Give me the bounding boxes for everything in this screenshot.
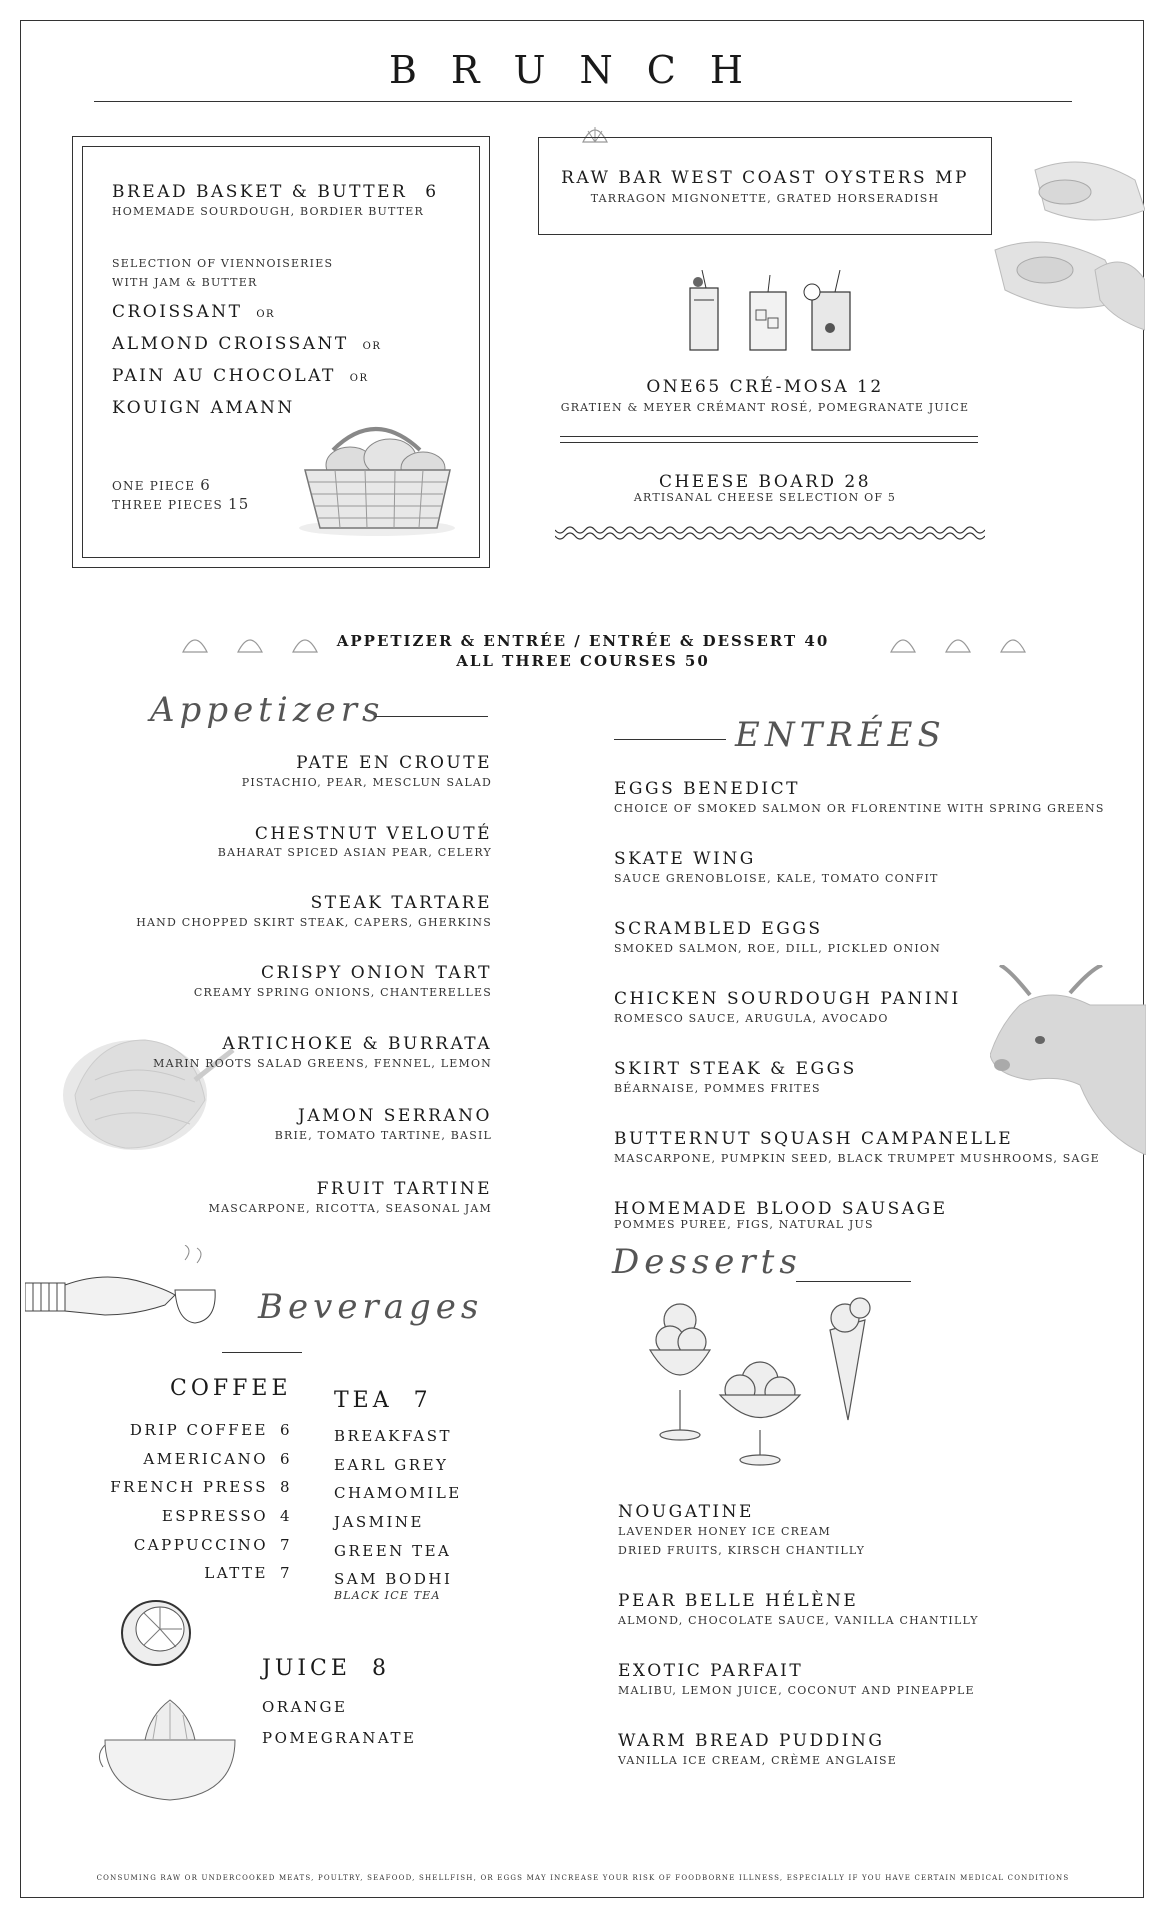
appetizer-name: STEAK TARTARE (310, 893, 492, 913)
orange-illustration (118, 1595, 193, 1670)
coffee-item: FRENCH PRESS (110, 1478, 268, 1496)
teacup-hand-illustration (25, 1245, 225, 1335)
coffee-heading: COFFEE (170, 1376, 292, 1401)
appetizer-name: CRISPY ONION TART (260, 963, 492, 983)
appetizer-desc: CREAMY SPRING ONIONS, CHANTERELLES (193, 986, 492, 999)
coffee-price: 4 (280, 1507, 293, 1525)
viennoiserie-option (112, 302, 275, 325)
tea-item: SAM BODHI (334, 1570, 453, 1588)
tea-item: EARL GREY (334, 1456, 449, 1474)
three-pieces (112, 497, 250, 512)
coffee-price: 6 (280, 1421, 293, 1439)
cremosa-name: ONE65 CRÉ-MOSA 12 (646, 377, 884, 397)
option-sep: OR (349, 373, 369, 384)
coffee-price: 6 (280, 1450, 293, 1468)
beverages-rule (222, 1352, 302, 1353)
appetizer-desc: HAND CHOPPED SKIRT STEAK, CAPERS, GHERKINS (136, 916, 492, 929)
appetizer-name: FRUIT TARTINE (316, 1179, 492, 1199)
appetizer-name: JAMON SERRANO (298, 1106, 492, 1126)
tea-item: CHAMOMILE (334, 1484, 462, 1502)
entree-name: BUTTERNUT SQUASH CAMPANELLE (614, 1129, 1014, 1149)
viennoiserie-line1: SELECTION OF VIENNOISERIES (112, 257, 334, 270)
three-pieces-label: THREE PIECES (112, 498, 223, 512)
juice-heading-label: JUICE (262, 1656, 351, 1681)
dessert-desc: LAVENDER HONEY ICE CREAM (618, 1525, 831, 1538)
coffee-price: 8 (280, 1478, 293, 1496)
bread-basket-desc: HOMEMADE SOURDOUGH, BORDIER BUTTER (112, 205, 424, 218)
tea-heading (334, 1388, 432, 1413)
juice-item: ORANGE (262, 1698, 348, 1716)
option-sep: OR (256, 309, 276, 320)
tea-heading-label: TEA (334, 1388, 393, 1413)
oysters-illustration (975, 150, 1145, 350)
coffee-price: 7 (280, 1564, 293, 1582)
prix-fixe-line2: ALL THREE COURSES 50 (456, 652, 710, 670)
tea-item: GREEN TEA (334, 1542, 452, 1560)
entree-desc: SMOKED SALMON, ROE, DILL, PICKLED ONION (614, 942, 941, 955)
cheese-desc: ARTISANAL CHEESE SELECTION OF 5 (633, 491, 897, 504)
entree-name: EGGS BENEDICT (614, 779, 800, 799)
entrees-heading: ENTRÉES (735, 715, 946, 755)
three-pieces-price: 15 (228, 495, 250, 513)
coffee-price: 7 (280, 1536, 293, 1554)
option-name: ALMOND CROISSANT (112, 334, 349, 354)
appetizer-desc: MARIN ROOTS SALAD GREENS, FENNEL, LEMON (153, 1057, 492, 1070)
appetizer-desc: BAHARAT SPICED ASIAN PEAR, CELERY (217, 846, 492, 859)
coffee-item: AMERICANO (143, 1450, 268, 1468)
cheese-name: CHEESE BOARD 28 (658, 472, 872, 492)
entree-name: SKATE WING (614, 849, 756, 869)
appetizers-heading: Appetizers (150, 690, 385, 730)
juice-heading (262, 1656, 390, 1681)
shell-icon (888, 630, 1038, 656)
entree-desc: ROMESCO SAUCE, ARUGULA, AVOCADO (614, 1012, 889, 1025)
tea-note: BLACK ICE TEA (334, 1589, 441, 1602)
tea-item: JASMINE (334, 1513, 424, 1531)
one-piece-price: 6 (200, 476, 211, 494)
juice-price: 8 (371, 1656, 390, 1681)
raw-bar-name: RAW BAR WEST COAST OYSTERS MP (561, 168, 969, 188)
appetizer-desc: PISTACHIO, PEAR, MESCLUN SALAD (241, 776, 492, 789)
one-piece (112, 478, 211, 493)
page-title: BRUNCH (388, 48, 778, 92)
viennoiserie-option (112, 366, 369, 389)
coffee-item: DRIP COFFEE (129, 1421, 268, 1439)
appetizer-name: CHESTNUT VELOUTÉ (254, 824, 492, 844)
tea-item: BREAKFAST (334, 1427, 453, 1445)
raw-bar-desc: TARRAGON MIGNONETTE, GRATED HORSERADISH (590, 192, 940, 205)
entree-desc: BÉARNAISE, POMMES FRITES (614, 1082, 821, 1095)
bread-basket-price: 6 (425, 182, 439, 202)
wave-divider (555, 526, 985, 540)
entree-desc: CHOICE OF SMOKED SALMON OR FLORENTINE WITH SPRING GREENS (614, 802, 1105, 815)
coffee-item: CAPPUCCINO (133, 1536, 268, 1554)
entree-name: SCRAMBLED EGGS (614, 919, 823, 939)
cocktails-icon (680, 270, 860, 355)
dessert-name: WARM BREAD PUDDING (618, 1731, 885, 1751)
basket-icon (295, 410, 460, 540)
option-sep: OR (362, 341, 382, 352)
one-piece-label: ONE PIECE (112, 479, 196, 493)
dessert-name: PEAR BELLE HÉLÈNE (618, 1591, 859, 1611)
desserts-rule (796, 1281, 911, 1282)
juice-item: POMEGRANATE (262, 1729, 417, 1747)
desserts-heading: Desserts (612, 1242, 802, 1282)
dessert-desc: ALMOND, CHOCOLATE SAUCE, VANILLA CHANTILLY (618, 1614, 979, 1627)
option-name: KOUIGN AMANN (112, 398, 295, 418)
coffee-item: LATTE (204, 1564, 268, 1582)
dessert-desc-2: DRIED FRUITS, KIRSCH CHANTILLY (618, 1544, 866, 1557)
title-rule (94, 101, 1072, 102)
option-name: CROISSANT (112, 302, 243, 322)
dessert-desc: VANILLA ICE CREAM, CRÈME ANGLAISE (618, 1754, 898, 1767)
coffee-item: ESPRESSO (161, 1507, 268, 1525)
dessert-name: NOUGATINE (618, 1502, 754, 1522)
option-name: PAIN AU CHOCOLAT (112, 366, 336, 386)
cremosa-desc: GRATIEN & MEYER CRÉMANT ROSÉ, POMEGRANATE JUICE (560, 401, 970, 414)
bread-basket-item (112, 182, 439, 202)
tea-price: 7 (413, 1388, 432, 1413)
appetizer-desc: MASCARPONE, RICOTTA, SEASONAL JAM (208, 1202, 492, 1215)
entree-name: CHICKEN SOURDOUGH PANINI (614, 989, 961, 1009)
appetizer-name: ARTICHOKE & BURRATA (222, 1034, 492, 1054)
beverages-heading: Beverages (258, 1287, 484, 1327)
cow-illustration (990, 965, 1146, 1155)
viennoiserie-option (112, 398, 295, 418)
dessert-name: EXOTIC PARFAIT (618, 1661, 804, 1681)
appetizers-rule (375, 716, 488, 717)
entree-name: HOMEMADE BLOOD SAUSAGE (614, 1199, 948, 1219)
bread-basket-name: BREAD BASKET & BUTTER (112, 182, 408, 202)
entree-name: SKIRT STEAK & EGGS (614, 1059, 857, 1079)
entree-desc: POMMES PUREE, FIGS, NATURAL JUS (614, 1218, 874, 1231)
dessert-desc: MALIBU, LEMON JUICE, COCONUT AND PINEAPPLE (618, 1684, 975, 1697)
footer-disclaimer: CONSUMING RAW OR UNDERCOOKED MEATS, POULTRY, SEAFOOD, SHELLFISH, OR EGGS MAY INCREASE YOUR RISK OF FOODBORNE ILLNESS, ESPECIALLY IF YOU HAVE CERTAIN MEDICAL CONDITIONS (96, 1874, 1070, 1882)
juicer-illustration (95, 1695, 245, 1805)
viennoiserie-line2: WITH JAM & BUTTER (112, 276, 258, 289)
ice-cream-illustration (640, 1290, 890, 1470)
entree-desc: SAUCE GRENOBLOISE, KALE, TOMATO CONFIT (614, 872, 939, 885)
double-rule-bottom (560, 442, 978, 443)
viennoiserie-option (112, 334, 381, 357)
prix-fixe-line1: APPETIZER & ENTRÉE / ENTRÉE & DESSERT 40 (336, 632, 830, 650)
double-rule-top (560, 436, 978, 437)
entrees-rule (614, 739, 726, 740)
appetizer-name: PATE EN CROUTE (296, 753, 492, 773)
appetizer-desc: BRIE, TOMATO TARTINE, BASIL (274, 1129, 492, 1142)
entree-desc: MASCARPONE, PUMPKIN SEED, BLACK TRUMPET MUSHROOMS, SAGE (614, 1152, 1100, 1165)
